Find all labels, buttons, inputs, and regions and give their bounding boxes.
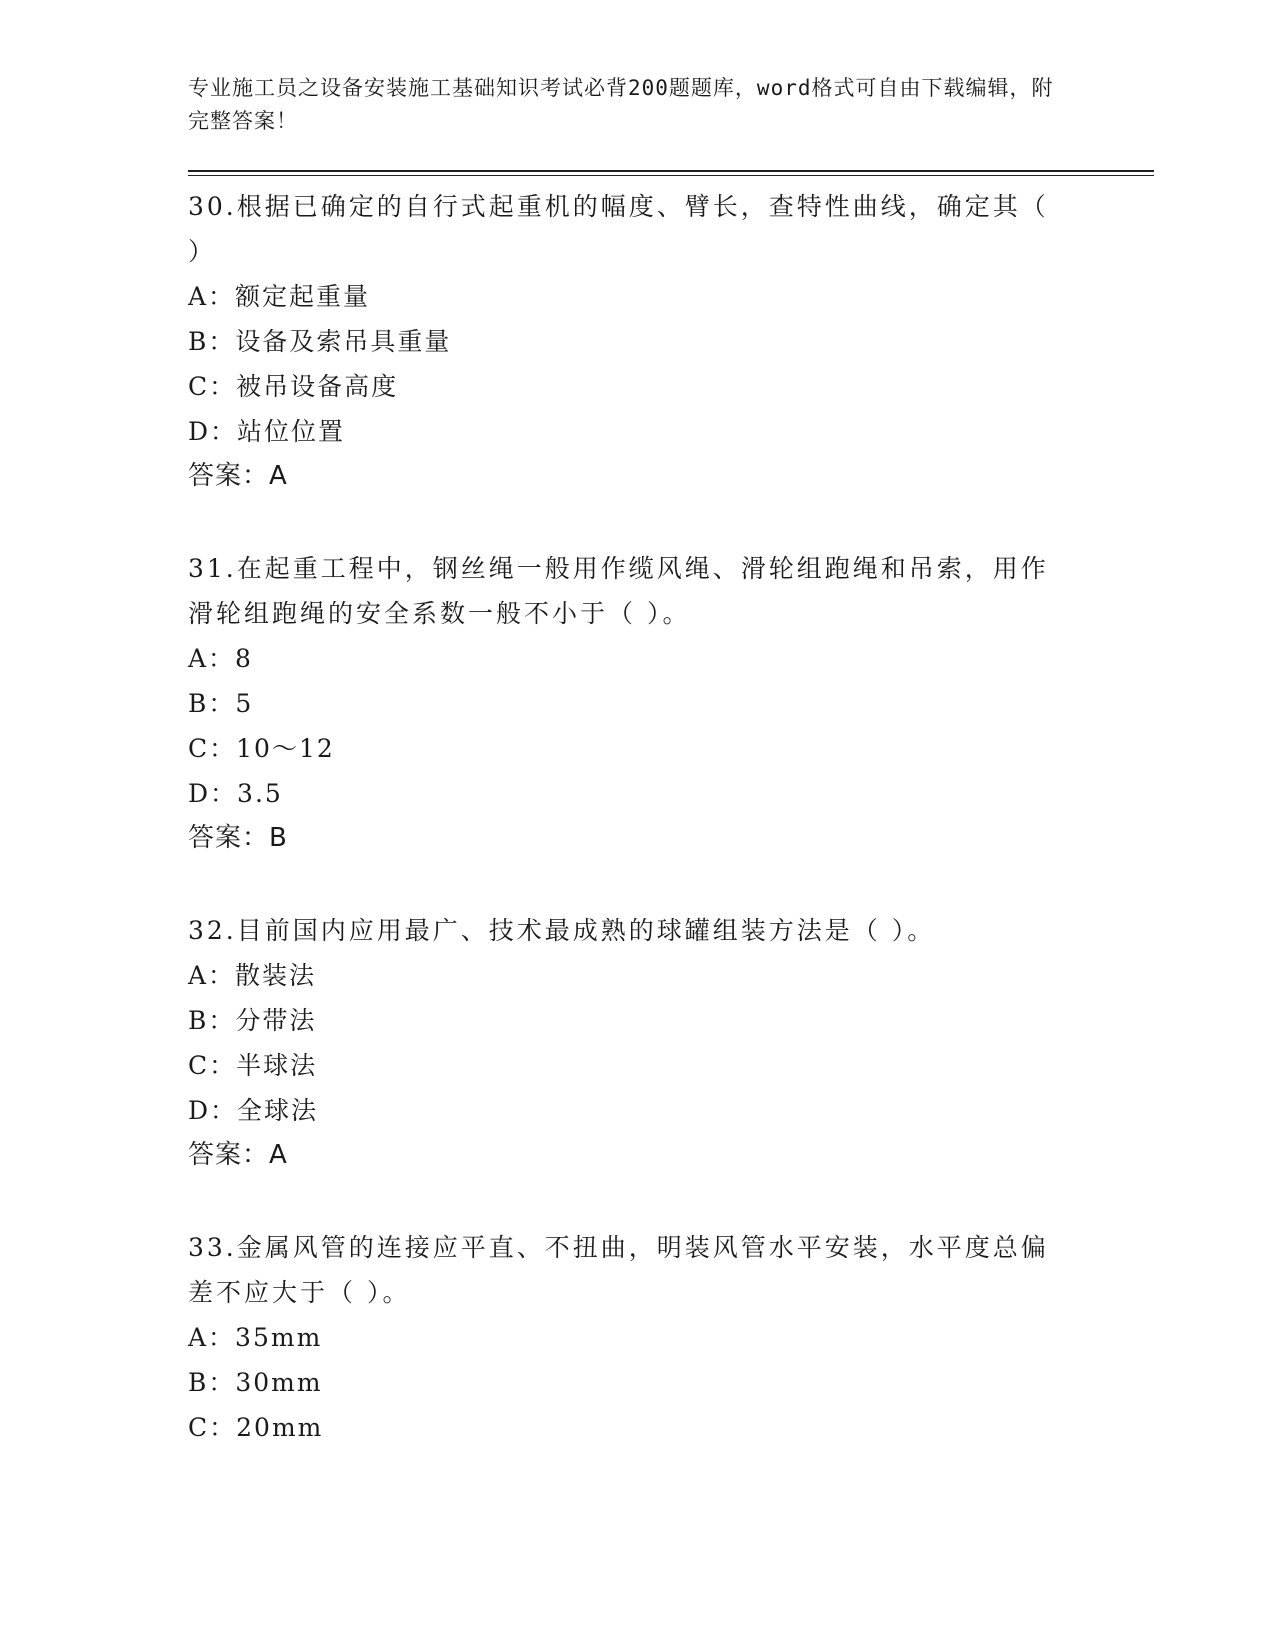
document-header: 专业施工员之设备安装施工基础知识考试必背200题题库，word格式可自由下载编辑，附完整答案！	[188, 76, 1054, 133]
question-33	[188, 1225, 1154, 1450]
option-d: D：全球法	[188, 1096, 319, 1125]
answer: 答案：A	[188, 1140, 288, 1170]
question-32	[188, 908, 1154, 1178]
answer: 答案：B	[188, 823, 288, 853]
option-a: A：35mm	[188, 1323, 323, 1352]
option-c: C：20mm	[188, 1413, 324, 1442]
spacer	[188, 1178, 1154, 1225]
document-page	[188, 72, 1154, 1450]
option-b: B：30mm	[188, 1368, 323, 1397]
question-stem: 30.根据已确定的自行式起重机的幅度、臂长，查特性曲线，确定其（ ）	[188, 192, 1049, 266]
option-a: A：额定起重量	[188, 282, 371, 311]
option-b: B：设备及索吊具重量	[188, 327, 452, 356]
option-c: C：10～12	[188, 734, 335, 763]
question-stem: 32.目前国内应用最广、技术最成熟的球罐组装方法是（ ）。	[188, 916, 936, 945]
option-d: D：3.5	[188, 779, 283, 808]
answer: 答案：A	[188, 461, 288, 491]
question-31	[188, 546, 1154, 861]
option-c: C：半球法	[188, 1051, 318, 1080]
spacer	[188, 861, 1154, 908]
option-a: A：散装法	[188, 961, 317, 990]
option-a: A：8	[188, 644, 253, 673]
option-b: B：5	[188, 689, 254, 718]
question-30	[188, 184, 1154, 499]
question-stem: 33.金属风管的连接应平直、不扭曲，明装风管水平安装，水平度总偏差不应大于（ ）。	[188, 1233, 1049, 1307]
header-divider	[188, 170, 1154, 176]
option-d: D：站位位置	[188, 417, 346, 446]
option-c: C：被吊设备高度	[188, 372, 399, 401]
spacer	[188, 499, 1154, 546]
question-stem: 31.在起重工程中，钢丝绳一般用作缆风绳、滑轮组跑绳和吊索，用作滑轮组跑绳的安全系数一般不小于（ ）。	[188, 554, 1049, 628]
option-b: B：分带法	[188, 1006, 317, 1035]
